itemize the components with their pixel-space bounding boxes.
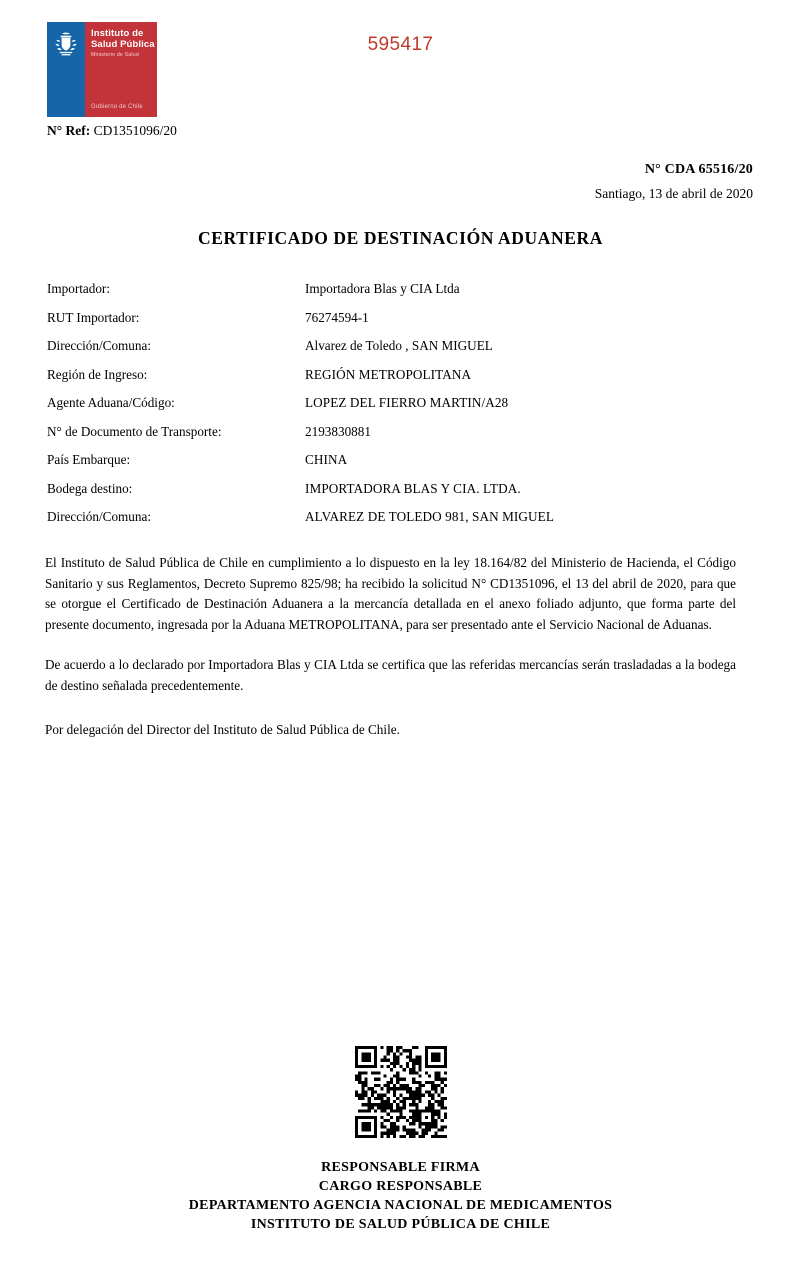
reference-line	[47, 123, 177, 139]
field-value: REGIÓN METROPOLITANA	[305, 366, 472, 382]
page-title: CERTIFICADO DE DESTINACIÓN ADUANERA	[198, 228, 603, 248]
field-row	[47, 452, 761, 468]
field-row	[47, 367, 761, 383]
field-label: Bodega destino:	[47, 480, 133, 496]
reference-label: N° Ref:	[47, 123, 91, 138]
field-row	[47, 338, 761, 354]
body-paragraph-2: De acuerdo a lo declarado por Importadora Blas y CIA Ltda se certifica que las referidas mercancías serán trasladadas a la bodega de destino señalada precedentemente.	[45, 657, 736, 693]
field-value: ALVAREZ DE TOLEDO 981, SAN MIGUEL	[305, 509, 554, 524]
cda-number: N° CDA 65516/20	[644, 162, 753, 177]
body-paragraph-3: Por delegación del Director del Instituto de Salud Pública de Chile.	[45, 722, 400, 737]
field-label: Importador:	[47, 281, 110, 296]
certificate-meta	[40, 162, 761, 202]
signature-line-4: INSTITUTO DE SALUD PÚBLICA DE CHILE	[250, 1217, 551, 1232]
field-label: Región de Ingreso:	[47, 366, 148, 382]
field-row	[47, 281, 761, 297]
field-label: País Embarque:	[47, 452, 131, 467]
field-value: 2193830881	[305, 423, 371, 439]
field-value: IMPORTADORA BLAS Y CIA. LTDA.	[305, 480, 521, 496]
field-value: CHINA	[305, 452, 348, 467]
field-label: Dirección/Comuna:	[47, 509, 152, 524]
logo-title-line2: Salud Pública	[91, 38, 155, 50]
field-value: Importadora Blas y CIA Ltda	[305, 281, 460, 296]
field-row	[47, 424, 761, 440]
qr-code	[355, 1046, 447, 1138]
signature-line-1: RESPONSABLE FIRMA	[321, 1160, 480, 1175]
field-label: Agente Aduana/Código:	[47, 395, 175, 410]
signature-block	[0, 1158, 801, 1234]
folio-number: 595417	[367, 34, 434, 55]
document-header	[40, 0, 761, 138]
field-value: Alvarez de Toledo , SAN MIGUEL	[305, 338, 493, 353]
body-paragraph-1: El Instituto de Salud Pública de Chile en cumplimiento a lo dispuesto en la ley 18.164/82 del Ministerio de Hacienda, el Código Sanitario y sus Reglamentos, Decreto Supremo 825/98; ha recibido la solicitud N° CD1351096, el 13 del abril de 2020, para que se otorgue el Certificado de Destinación Aduanera a la mercancía detallada en el anexo foliado adjunto, que forma parte del presente documento, ingresada por la Aduana METROPOLITANA, para ser presentado ante el Servicio Nacional de Aduanas.	[45, 555, 736, 632]
field-row	[47, 310, 761, 326]
certificate-body	[40, 553, 761, 741]
logo-title-line1: Instituto de	[91, 28, 144, 39]
field-label: N° de Documento de Transporte:	[47, 423, 222, 439]
field-row	[47, 481, 761, 497]
logo-government: Gobierno de Chile	[91, 104, 143, 110]
field-label: Dirección/Comuna:	[47, 338, 152, 353]
field-value: 76274594-1	[305, 309, 369, 325]
signature-line-2: CARGO RESPONSABLE	[318, 1179, 483, 1194]
reference-value: CD1351096/20	[93, 123, 177, 138]
signature-line-3: DEPARTAMENTO AGENCIA NACIONAL DE MEDICAMENTOS	[188, 1198, 613, 1213]
logo-ministry: Ministerio de Salud	[91, 52, 139, 58]
field-row	[47, 395, 761, 411]
field-label: RUT Importador:	[47, 309, 140, 325]
place-and-date: Santiago, 13 de abril de 2020	[594, 186, 753, 201]
qr-code-container	[0, 1046, 801, 1138]
importer-details	[40, 281, 761, 525]
field-row	[47, 509, 761, 525]
field-value: LOPEZ DEL FIERRO MARTIN/A28	[305, 395, 509, 410]
